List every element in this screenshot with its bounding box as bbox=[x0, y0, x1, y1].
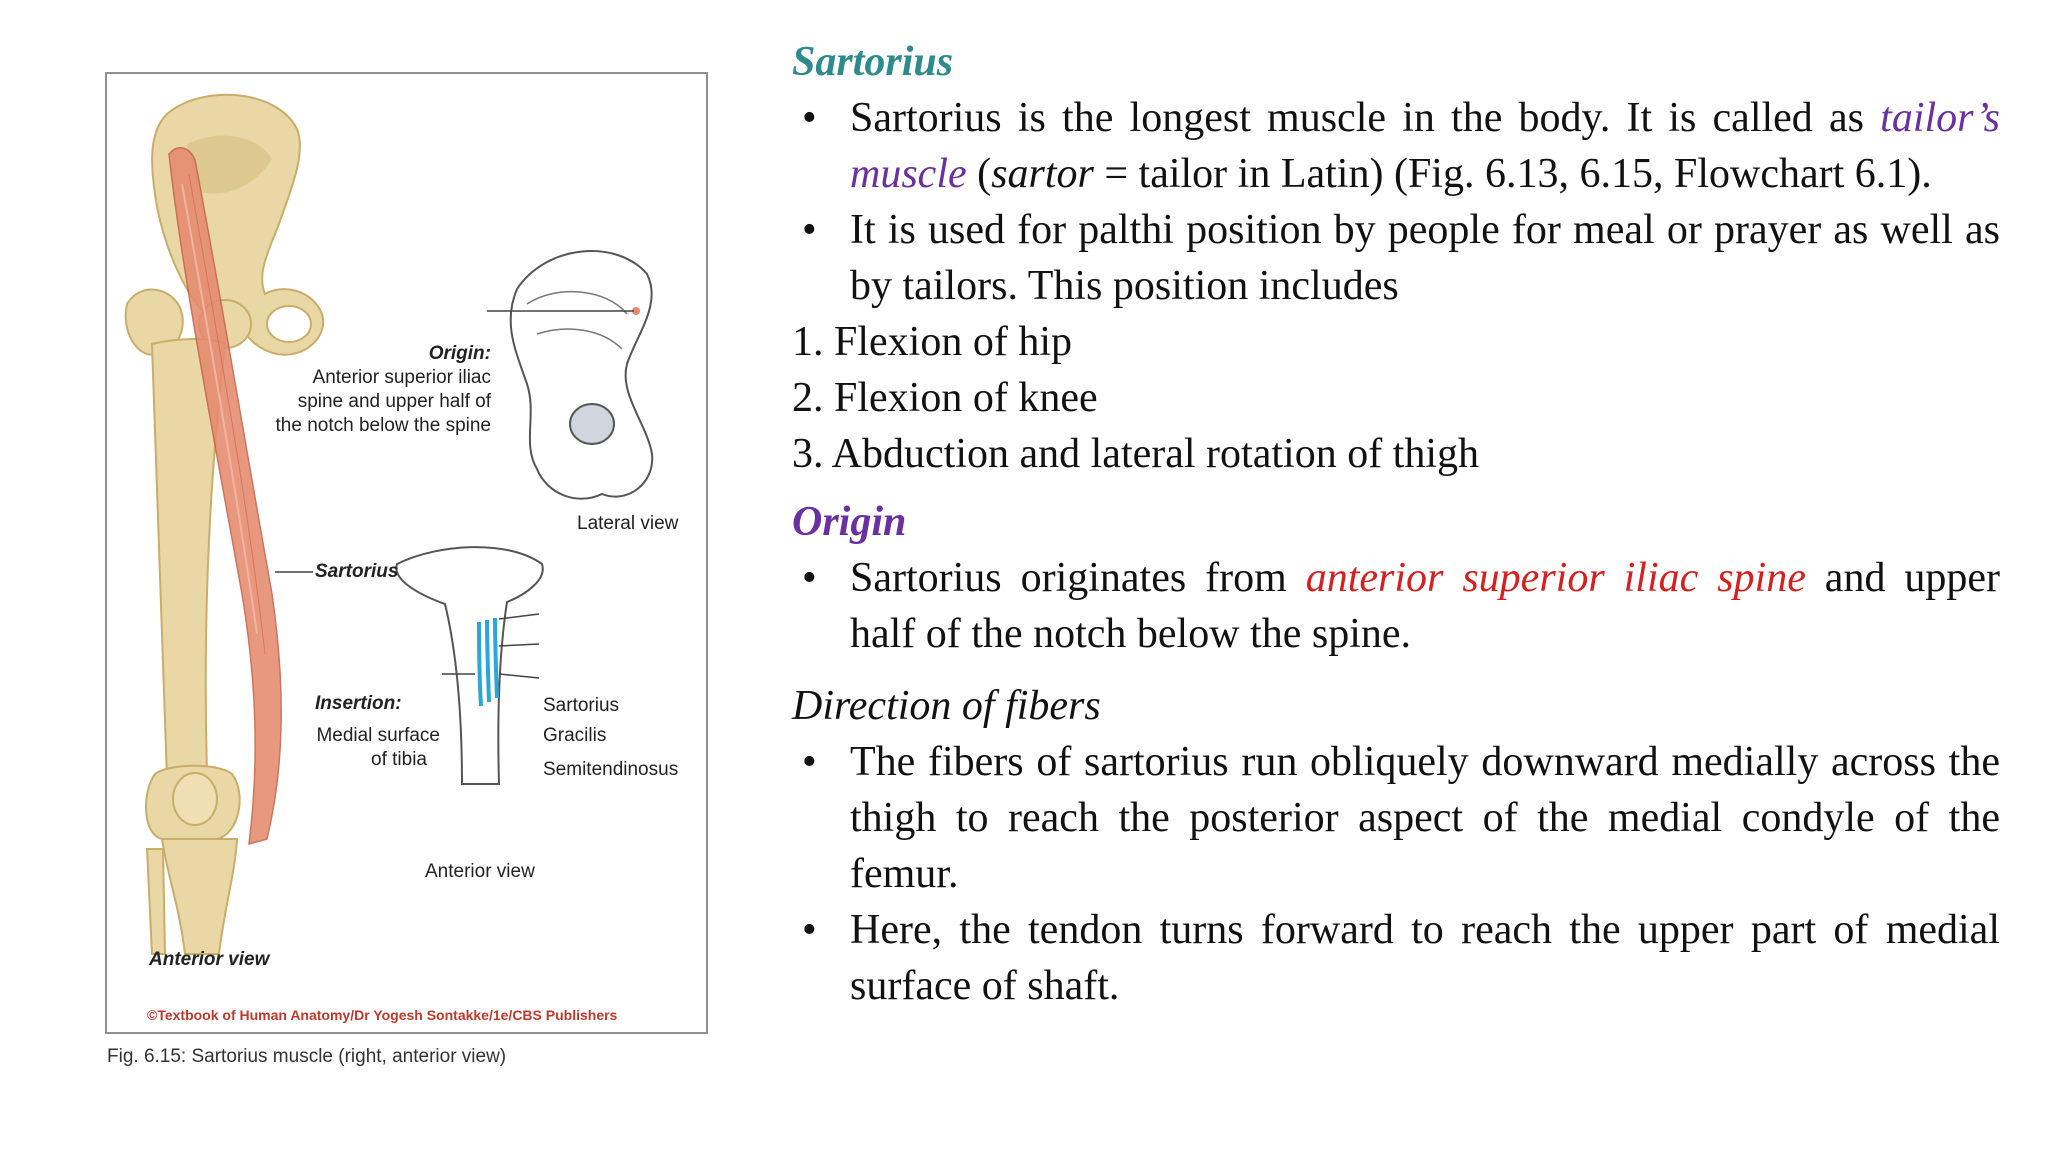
sartorius-anatomy-illustration bbox=[107, 74, 710, 1036]
lateral-view-label: Lateral view bbox=[577, 513, 679, 534]
text-column bbox=[792, 34, 2000, 1014]
tendon-gracilis bbox=[487, 620, 489, 702]
insertion-title-label: Insertion: bbox=[315, 693, 402, 714]
patella bbox=[173, 773, 217, 825]
origin-line2-label: spine and upper half of bbox=[297, 391, 491, 412]
bullet-fiber-direction: • The fibers of sartorius run obliquely downward medially across the thigh to reach the posterior aspect of the medial condyle of the femur. bbox=[792, 734, 2000, 902]
heading-sartorius: Sartorius bbox=[792, 39, 954, 85]
origin-title-label: Origin: bbox=[428, 343, 491, 364]
list-item-3: 3. Abduction and lateral rotation of thigh bbox=[792, 431, 1480, 477]
origin-line3-label: the notch below the spine bbox=[275, 415, 491, 436]
term-sartor: sartor bbox=[991, 151, 1094, 197]
bullet-longest-muscle: • Sartorius is the longest muscle in the body. It is called as tailor’s muscle (sartor = tailor in Latin) (Fig. 6.13, 6.15, Flowchart 6.1). bbox=[792, 90, 2000, 202]
anterior-view-small-label: Anterior view bbox=[425, 861, 535, 882]
term-asis: anterior superior iliac spine bbox=[1305, 555, 1806, 601]
figure-panel bbox=[105, 72, 708, 1034]
list-item-1: 1. Flexion of hip bbox=[792, 319, 1072, 365]
tendon-sartorius bbox=[479, 622, 481, 706]
lateral-view-hip-outline bbox=[511, 251, 653, 499]
heading-direction-of-fibers: Direction of fibers bbox=[792, 683, 1101, 729]
tendon-semitendinosus bbox=[495, 618, 497, 698]
fibula bbox=[147, 849, 165, 954]
obturator-foramen bbox=[267, 306, 311, 342]
tendon-semitendinosus-label: Semitendinosus bbox=[543, 759, 679, 780]
copyright-notice: ©Textbook of Human Anatomy/Dr Yogesh Sontakke/1e/CBS Publishers bbox=[147, 1007, 618, 1023]
figure-caption: Fig. 6.15: Sartorius muscle (right, anterior view) bbox=[107, 1046, 507, 1067]
bullet-tendon-forward: • Here, the tendon turns forward to reach the upper part of medial surface of shaft. bbox=[792, 902, 2000, 1014]
insertion-line2-label: of tibia bbox=[371, 749, 427, 770]
bullet-palthi-position: • It is used for palthi position by people for meal or prayer as well as by tailors. This position includes bbox=[792, 202, 2000, 314]
tibia bbox=[162, 839, 237, 954]
bullet-origin: • Sartorius originates from anterior superior iliac spine and upper half of the notch below the spine. bbox=[792, 550, 2000, 662]
anterior-view-main-label: Anterior view bbox=[149, 949, 270, 970]
term-tailors-muscle: tailor’s muscle bbox=[850, 95, 2000, 197]
origin-line1-label: Anterior superior iliac bbox=[312, 367, 491, 388]
list-item-2: 2. Flexion of knee bbox=[792, 375, 1098, 421]
heading-origin: Origin bbox=[792, 499, 907, 545]
tendon-gracilis-label: Gracilis bbox=[543, 725, 607, 746]
sartorius-label: Sartorius bbox=[315, 561, 399, 582]
insertion-line1-label: Medial surface bbox=[316, 725, 440, 746]
tendon-sartorius-label: Sartorius bbox=[543, 695, 620, 716]
acetabulum bbox=[570, 404, 614, 444]
